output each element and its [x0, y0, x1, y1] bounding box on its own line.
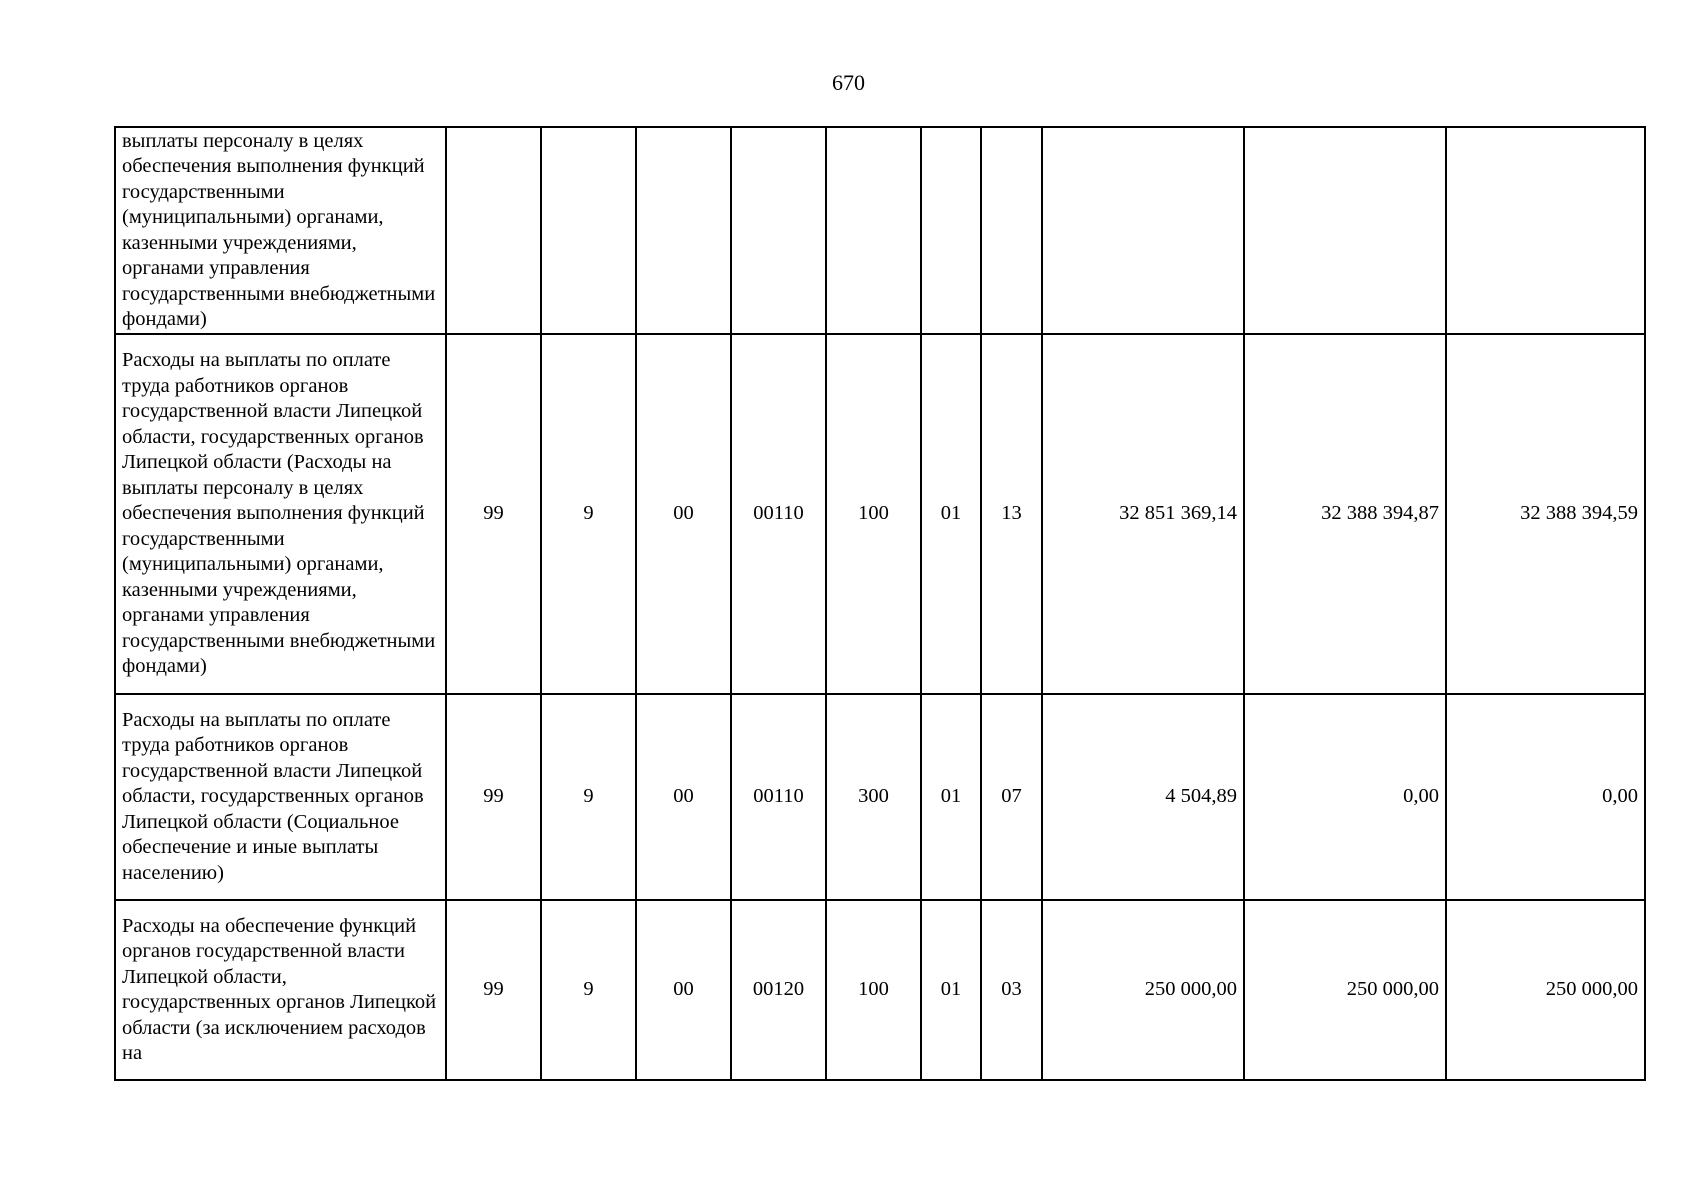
table-row [115, 127, 1645, 334]
budget-table [114, 126, 1646, 1081]
amount-year-2 [1244, 127, 1446, 334]
amount-year-3 [1446, 127, 1645, 334]
amount-year-2: 0,00 [1244, 694, 1446, 900]
amount-year-3: 250 000,00 [1446, 900, 1645, 1080]
expense-type-code: 300 [826, 694, 921, 900]
table-row [115, 694, 1645, 900]
direction-code: 00110 [731, 334, 826, 694]
amount-year-3: 32 388 394,59 [1446, 334, 1645, 694]
subprogram-code [541, 127, 636, 334]
section-code: 01 [921, 900, 981, 1080]
main-activity-code [636, 127, 731, 334]
amount-year-3: 0,00 [1446, 694, 1645, 900]
program-code: 99 [446, 900, 541, 1080]
row-description: Расходы на выплаты по оплате труда работников органов государственной власти Липецкой области, государственных органов Липецкой области (Расходы на выплаты персоналу в целях обеспечения выполнения функций государственными (муниципальными) органами, казенными учреждениями, органами управления государственными внебюджетными фондами) [115, 334, 446, 694]
main-activity-code: 00 [636, 900, 731, 1080]
table-row [115, 334, 1645, 694]
amount-year-1: 32 851 369,14 [1042, 334, 1244, 694]
program-code [446, 127, 541, 334]
main-activity-code: 00 [636, 694, 731, 900]
subsection-code: 07 [981, 694, 1042, 900]
amount-year-2: 250 000,00 [1244, 900, 1446, 1080]
row-description: выплаты персоналу в целях обеспечения выполнения функций государственными (муниципальными) органами, казенными учреждениями, органами управления государственными внебюджетными фондами) [115, 127, 446, 334]
subsection-code: 13 [981, 334, 1042, 694]
subsection-code: 03 [981, 900, 1042, 1080]
subsection-code [981, 127, 1042, 334]
amount-year-1 [1042, 127, 1244, 334]
direction-code [731, 127, 826, 334]
direction-code: 00110 [731, 694, 826, 900]
section-code [921, 127, 981, 334]
amount-year-1: 250 000,00 [1042, 900, 1244, 1080]
subprogram-code: 9 [541, 900, 636, 1080]
amount-year-1: 4 504,89 [1042, 694, 1244, 900]
section-code: 01 [921, 334, 981, 694]
page-number: 670 [832, 70, 865, 95]
program-code: 99 [446, 694, 541, 900]
amount-year-2: 32 388 394,87 [1244, 334, 1446, 694]
expense-type-code: 100 [826, 334, 921, 694]
subprogram-code: 9 [541, 694, 636, 900]
expense-type-code [826, 127, 921, 334]
main-activity-code: 00 [636, 334, 731, 694]
table-row [115, 900, 1645, 1080]
row-description: Расходы на обеспечение функций органов государственной власти Липецкой области, государственных органов Липецкой области (за исключением расходов на [115, 900, 446, 1080]
section-code: 01 [921, 694, 981, 900]
direction-code: 00120 [731, 900, 826, 1080]
row-description: Расходы на выплаты по оплате труда работников органов государственной власти Липецкой области, государственных органов Липецкой области (Социальное обеспечение и иные выплаты населению) [115, 694, 446, 900]
expense-type-code: 100 [826, 900, 921, 1080]
subprogram-code: 9 [541, 334, 636, 694]
program-code: 99 [446, 334, 541, 694]
